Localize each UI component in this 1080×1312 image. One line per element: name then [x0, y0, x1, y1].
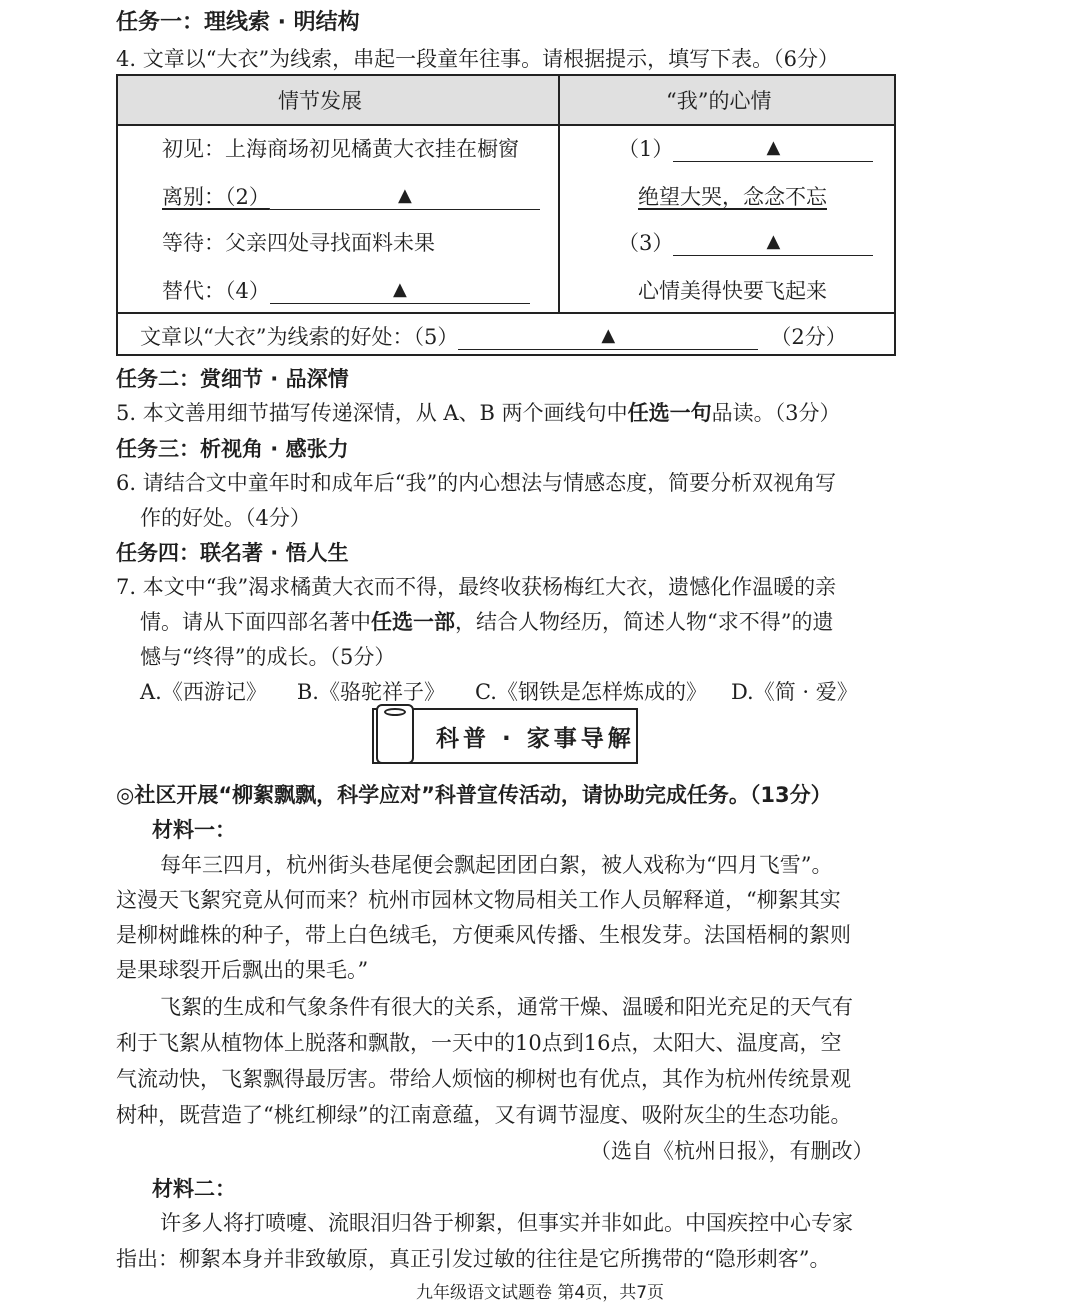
task2-heading: 任务二：赏细节 · 品深情 [116, 367, 349, 391]
page-footer: 九年级语文试题卷 第4页，共7页 [415, 1283, 665, 1303]
section-intro: ◎社区开展“柳絮飘飘，科学应对”科普宣传活动，请协助完成任务。（13分） [116, 783, 832, 807]
question-4: 4. 文章以“大衣”为线索，串起一段童年往事。请根据提示，填写下表。（6分） [116, 47, 840, 71]
material1-title: 材料一： [152, 818, 236, 842]
row2-mood: 绝望大哭，念念不忘 [638, 185, 827, 209]
row5-benefit[interactable]: 文章以“大衣”为线索的好处：（5） ▲ （2分） [140, 325, 847, 349]
material2-title: 材料二： [152, 1177, 236, 1201]
question-6-line1: 6. 请结合文中童年时和成年后“我”的内心想法与情感态度，简要分析双视角写 [116, 471, 837, 495]
banner-title: 科普 · 家事导解 [436, 726, 635, 752]
option-b: B.《骆驼祥子》 [296, 680, 445, 704]
question-5: 5. 本文善用细节描写传递深情，从 A、B 两个画线句中任选一句品读。（3分） [116, 401, 841, 425]
row3-plot: 等待：父亲四处寻找面料未果 [162, 231, 435, 255]
scroll-icon [376, 704, 414, 764]
row4-mood: 心情美得快要飞起来 [638, 279, 827, 303]
option-d: D.《简 · 爱》 [730, 680, 858, 704]
m1-line1: 每年三四月，杭州街头巷尾便会飘起团团白絮，被人戏称为“四月飞雪”。 [160, 853, 833, 877]
answer-blank-1[interactable]: ▲ [673, 139, 873, 162]
answer-blank-5[interactable]: ▲ [458, 327, 758, 350]
m1b-line4: 树种，既营造了“桃红柳绿”的江南意蕴，又有调节湿度、吸附灰尘的生态功能。 [116, 1103, 852, 1127]
task4-heading: 任务四：联名著 · 悟人生 [116, 541, 349, 565]
header-mood: “我”的心情 [666, 89, 772, 113]
question-6-line2: 作的好处。（4分） [140, 506, 311, 530]
option-a: A.《西游记》 [140, 680, 267, 704]
task3-heading: 任务三：析视角 · 感张力 [116, 437, 349, 461]
answer-blank-3[interactable]: ▲ [673, 233, 873, 256]
m2-line1: 许多人将打喷嚏、流眼泪归咎于柳絮，但事实并非如此。中国疾控中心专家 [160, 1211, 853, 1235]
table-header-row [118, 76, 894, 126]
m1b-line1: 飞絮的生成和气象条件有很大的关系，通常干燥、温暖和阳光充足的天气有 [160, 995, 853, 1019]
question-7-line1: 7. 本文中“我”渴求橘黄大衣而不得，最终收获杨梅红大衣，遗憾化作温暖的亲 [116, 575, 837, 599]
m1-line3: 是柳树雌株的种子，带上白色绒毛，方便乘风传播、生根发芽。法国梧桐的絮则 [116, 923, 851, 947]
answer-blank-4[interactable]: ▲ [270, 281, 530, 304]
m1b-line2: 利于飞絮从植物体上脱落和飘散，一天中的10点到16点，太阳大、温度高，空 [116, 1031, 842, 1055]
question-7-line3: 憾与“终得”的成长。（5分） [140, 645, 396, 669]
answer-blank-2[interactable]: ▲ [270, 187, 540, 210]
m1-line2: 这漫天飞絮究竟从何而来？杭州市园林文物局相关工作人员解释道，“柳絮其实 [116, 888, 841, 912]
m1-line4: 是果球裂开后飘出的果毛。” [116, 958, 369, 982]
header-plot: 情节发展 [278, 89, 362, 113]
question-7-line2: 情。请从下面四部名著中任选一部，结合人物经历，简述人物“求不得”的遗 [140, 610, 834, 634]
row4-plot[interactable]: 替代：（4） ▲ [162, 276, 530, 306]
book-options [140, 677, 858, 707]
row2-plot[interactable]: 离别：（2） ▲ [162, 182, 540, 212]
m2-line2: 指出：柳絮本身并非致敏原，真正引发过敏的往往是它所携带的“隐形刺客”。 [116, 1247, 831, 1271]
task1-heading: 任务一：理线索 · 明结构 [116, 10, 360, 35]
option-c: C.《钢铁是怎样炼成的》 [474, 680, 707, 704]
plot-mood-table [116, 74, 896, 356]
m1b-line3: 气流动快，飞絮飘得最厉害。带给人烦恼的柳树也有优点，其作为杭州传统景观 [116, 1067, 851, 1091]
row1-mood[interactable]: （1） ▲ [618, 134, 873, 164]
m1-source: （选自《杭州日报》，有删改） [590, 1139, 874, 1163]
row1-plot: 初见：上海商场初见橘黄大衣挂在橱窗 [162, 137, 519, 161]
row3-mood[interactable]: （3） ▲ [618, 228, 873, 258]
section-banner [372, 708, 638, 764]
